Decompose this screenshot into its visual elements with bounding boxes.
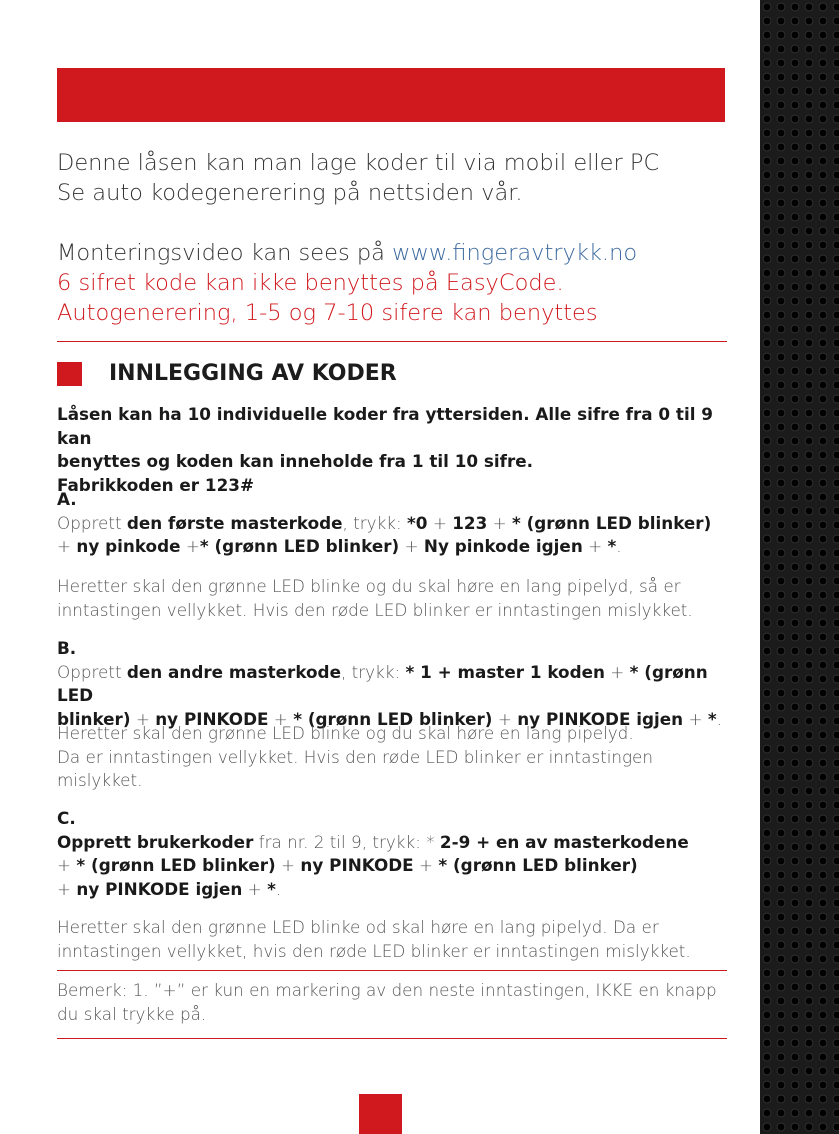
red-header-bar — [57, 68, 725, 122]
step-c-line-2: + * (grønn LED blinker) + ny PINKODE + * (grønn LED blinker) — [57, 855, 638, 875]
step-a-note: Heretter skal den grønne LED blinke og du skal høre en lang pipelyd, så er inntastingen vellykket. Hvis den røde LED blinker er inntastingen mislykket. — [57, 576, 693, 620]
step-a-line-2: + ny pinkode +* (grønn LED blinker) + Ny pinkode igjen + *. — [57, 536, 622, 556]
intro-line-2: Se auto kodegenerering på nettsiden vår. — [57, 180, 523, 206]
section-heading: INNLEGGING AV KODER — [109, 361, 397, 386]
remark: Bemerk: 1. ”+” er kun en markering av den neste inntastingen, IKKE en knapp du skal trykke på. — [57, 980, 717, 1024]
step-c-label: C. — [57, 808, 76, 828]
step-c-note: Heretter skal den grønne LED blinke od skal høre en lang pipelyd. Da er inntastingen vellykket, hvis den røde LED blinker er inntastingen mislykket. — [57, 917, 691, 961]
step-a-line-1: Opprett den første masterkode, trykk: *0 + 123 + * (grønn LED blinker) — [57, 512, 712, 533]
intro-line-4: 6 sifret kode kan ikke benyttes på EasyCode. — [57, 270, 564, 296]
perforated-side-panel — [760, 0, 839, 1134]
step-c-line-1: Opprett brukerkoder fra nr. 2 til 9, trykk: * 2-9 + en av masterkodene — [57, 831, 689, 852]
section-marker — [57, 362, 82, 386]
website-link[interactable]: www.fingeravtrykk.no — [392, 240, 638, 266]
intro-line-5: Autogenerering, 1-5 og 7-10 sifere kan benyttes — [57, 300, 598, 326]
step-a-label: A. — [57, 489, 77, 509]
step-a — [57, 488, 747, 559]
divider-bottom — [57, 1038, 727, 1039]
intro-text — [57, 148, 747, 328]
divider-top — [57, 341, 727, 342]
page-marker — [359, 1094, 402, 1134]
step-b — [57, 637, 747, 731]
divider-remark-top — [57, 970, 727, 971]
step-c-line-3: + ny PINKODE igjen + *. — [57, 878, 282, 899]
step-b-label: B. — [57, 638, 77, 658]
step-b-line-2: blinker) + ny PINKODE + * (grønn LED blinker) + ny PINKODE igjen + *. — [57, 708, 722, 729]
intro-line-3: Monteringsvideo kan sees på www.fingeravtrykk.no — [57, 240, 638, 266]
step-b-line-1: Opprett den andre masterkode, trykk: * 1 + master 1 koden + * (grønn LED — [57, 661, 708, 705]
section-summary: Låsen kan ha 10 individuelle koder fra yttersiden. Alle sifre fra 0 til 9 kan benyttes og koden kan inneholde fra 1 til 10 sifre. Fabrikkoden er 123# — [57, 404, 713, 495]
step-b-note: Heretter skal den grønne LED blinke og du skal høre en lang pipelyd. Da er inntastingen vellykket. Hvis den røde LED blinker er inntastingen mislykket. — [57, 723, 654, 790]
intro-line-1: Denne låsen kan man lage koder til via mobil eller PC — [57, 150, 660, 176]
step-c — [57, 807, 747, 901]
